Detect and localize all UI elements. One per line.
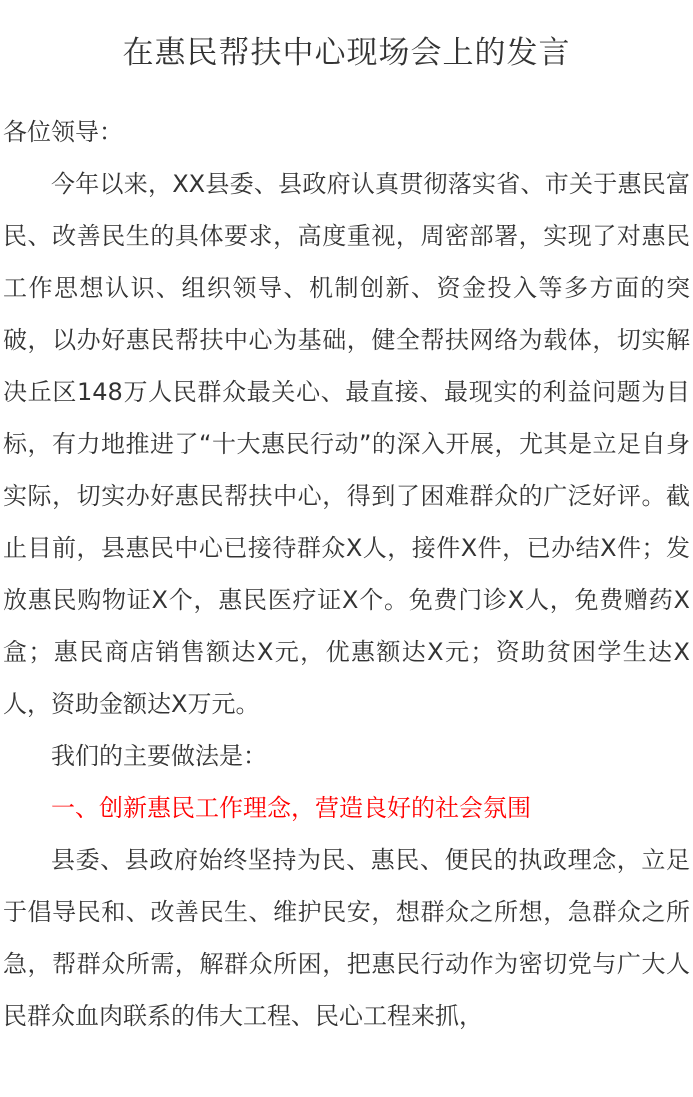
method-lead-paragraph: 我们的主要做法是： [51, 742, 267, 770]
intro-paragraph: 今年以来，XX县委、县政府认真贯彻落实省、市关于惠民富民、改善民生的具体要求，高度重视，周密部署，实现了对惠民工作思想认识、组织领导、机制创新、资金投入等多方面的突破，以办好惠民帮扶中心为基础，健全帮扶网络为载体，切实解决丘区148万人民群众最关心、最直接、最现实的利益问题为目标，有力地推进了“十大惠民行动”的深入开展，尤其是立足自身实际，切实办好惠民帮扶中心，得到了困难群众的广泛好评。截止目前，县惠民中心已接待群众X人，接件X件，已办结X件；发放惠民购物证X个，惠民医疗证X个。免费门诊X人，免费赠药X盒；惠民商店销售额达X元，优惠额达X元；资助贫困学生达X人，资助金额达X万元。 [3, 170, 690, 718]
section-heading: 一、创新惠民工作理念，营造良好的社会氛围 [51, 794, 531, 822]
salutation: 各位领导： [3, 118, 123, 146]
section-paragraph: 县委、县政府始终坚持为民、惠民、便民的执政理念，立足于倡导民和、改善民生、维护民安，想群众之所想，急群众之所急，帮群众所需，解群众所困，把惠民行动作为密切党与广大人民群众血肉联系的伟大工程、民心工程来抓， [3, 846, 690, 1030]
document-body [3, 106, 690, 1042]
document-title: 在惠民帮扶中心现场会上的发言 [122, 35, 571, 71]
